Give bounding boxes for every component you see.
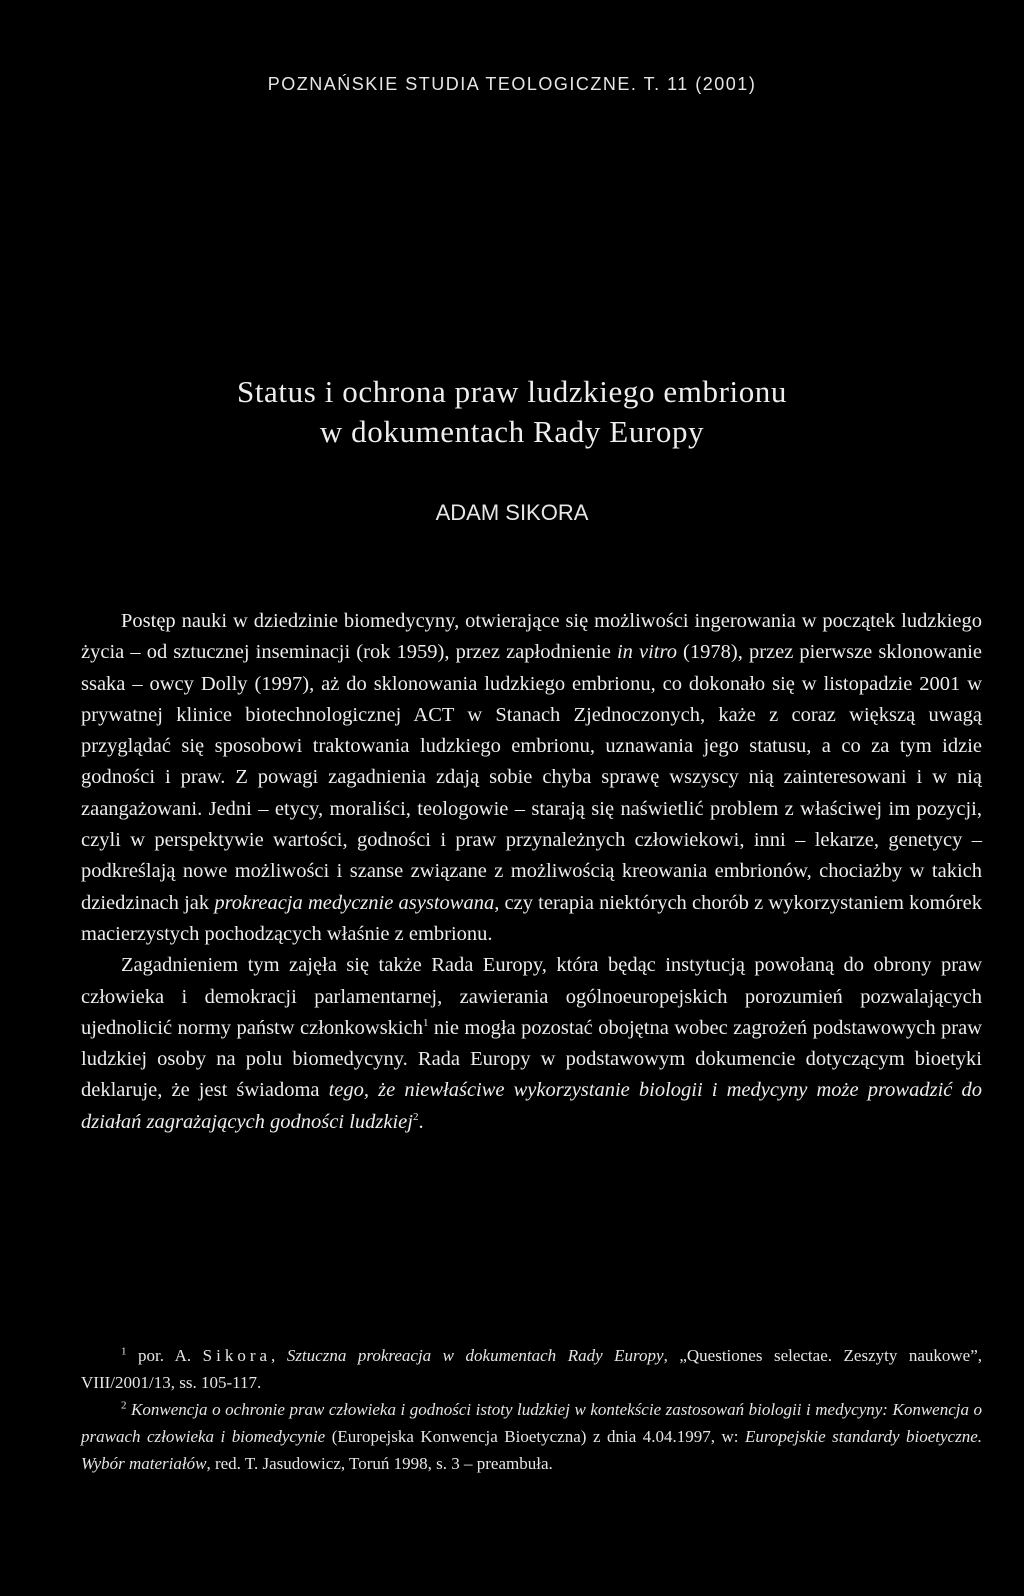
paragraph-1 <box>81 606 982 950</box>
paragraph-2-text-c: . <box>418 1110 424 1133</box>
footnotes <box>81 1342 982 1477</box>
footnote-1-text-b: , <box>271 1346 287 1365</box>
paragraph-2-quote: tego, że niewłaściwe wykorzystanie biologii i medycyny może prowadzić do działań zagrażających godności ludzkiej <box>81 1079 982 1133</box>
article-title-line-2: w dokumentach Rady Europy <box>319 414 705 449</box>
footnote-1-title: Sztuczna prokreacja w dokumentach Rady Europy <box>286 1346 664 1365</box>
paragraph-1-prokreacja: prokreacja medycznie asystowana <box>214 891 495 914</box>
article-title <box>0 372 1024 452</box>
footnote-2-text-a: (Europejska Konwencja Bioetyczna) z dnia 4.04.1997, w: <box>325 1427 746 1446</box>
footnote-1-text-c: , „Questiones selectae. Zeszyty naukowe”, VIII/2001/13, ss. 105-117. <box>81 1346 983 1392</box>
footnote-1-text-a: por. A. <box>126 1346 203 1365</box>
footnote-2-source: Europejskie standardy bioetyczne. Wybór materiałów <box>81 1427 982 1473</box>
footnote-ref-1[interactable]: 1 <box>422 1017 429 1030</box>
paragraph-2 <box>81 950 982 1138</box>
footnote-2-title: Konwencja o ochronie praw człowieka i godności istoty ludzkiej w kontekście zastosowań biologii i medycyny: Konwencja o prawach człowieka i biomedycynie <box>81 1400 983 1446</box>
article-body <box>81 606 982 1138</box>
footnote-1 <box>81 1342 982 1396</box>
journal-header: POZNAŃSKIE STUDIA TEOLOGICZNE. T. 11 (2001) <box>267 74 757 94</box>
footnote-ref-2[interactable]: 2 <box>412 1110 419 1123</box>
footnote-1-author: Sikora <box>202 1346 272 1365</box>
article-title-line-1: Status i ochrona praw ludzkiego embrionu <box>236 374 788 409</box>
paragraph-2-text-a: Zagadnieniem tym zajęła się także Rada Europy, która będąc instytucją powołaną do obrony praw człowieka i demokracji parlamentarnej, zawierania ogólnoeuropejskich porozumień pozwalających ujednolicić normy państw członkowskich <box>81 954 982 1039</box>
footnote-1-number: 1 <box>121 1345 127 1358</box>
paragraph-1-text-b: (1978), przez pierwsze sklonowanie ssaka – owcy Dolly (1997), aż do sklonowania ludzkiego embrionu, co dokonało się w listopadzie 2001 w prywatnej klinice biotechnologicznej ACT w Stanach Zjednoczonych, każe z coraz większą uwagą przyglądać się sposobowi traktowania ludzkiego embrionu, uznawania jego statusu, a co za tym idzie godności i praw. Z powagi zagadnienia zdają sobie chyba sprawę wszyscy nią zainteresowani i w nią zaangażowani. Jedni – etycy, moraliści, teologowie – starają się naświetlić problem z właściwej im pozycji, czyli w perspektywie wartości, godności i praw przynależnych człowiekowi, inni – lekarze, genetycy – podkreślają nowe możliwości i szanse związane z możliwością kreowania embrionów, chociażby w takich dziedzinach jak <box>81 641 983 914</box>
article-author: ADAM SIKORA <box>435 500 589 525</box>
footnote-2-text-b: , red. T. Jasudowicz, Toruń 1998, s. 3 – preambuła. <box>206 1454 553 1473</box>
footnote-2-number: 2 <box>121 1399 127 1412</box>
paragraph-1-text-c: , czy terapia niektórych chorób z wykorzystaniem komórek macierzystych pochodzących właśnie z embrionu. <box>81 891 982 945</box>
footnote-2 <box>81 1396 982 1477</box>
paragraph-1-text-a: Postęp nauki w dziedzinie biomedycyny, otwierające się możliwości ingerowania w początek ludzkiego życia – od sztucznej inseminacji (rok 1959), przez zapłodnienie <box>81 610 982 664</box>
paragraph-1-in-vitro: in vitro <box>616 641 677 664</box>
paragraph-2-text-b: nie mogła pozostać obojętna wobec zagrożeń podstawowych praw ludzkiej osoby na polu biomedycyny. Rada Europy w podstawowym dokumencie dotyczącym bioetyki deklaruje, że jest świadoma <box>81 1016 982 1102</box>
